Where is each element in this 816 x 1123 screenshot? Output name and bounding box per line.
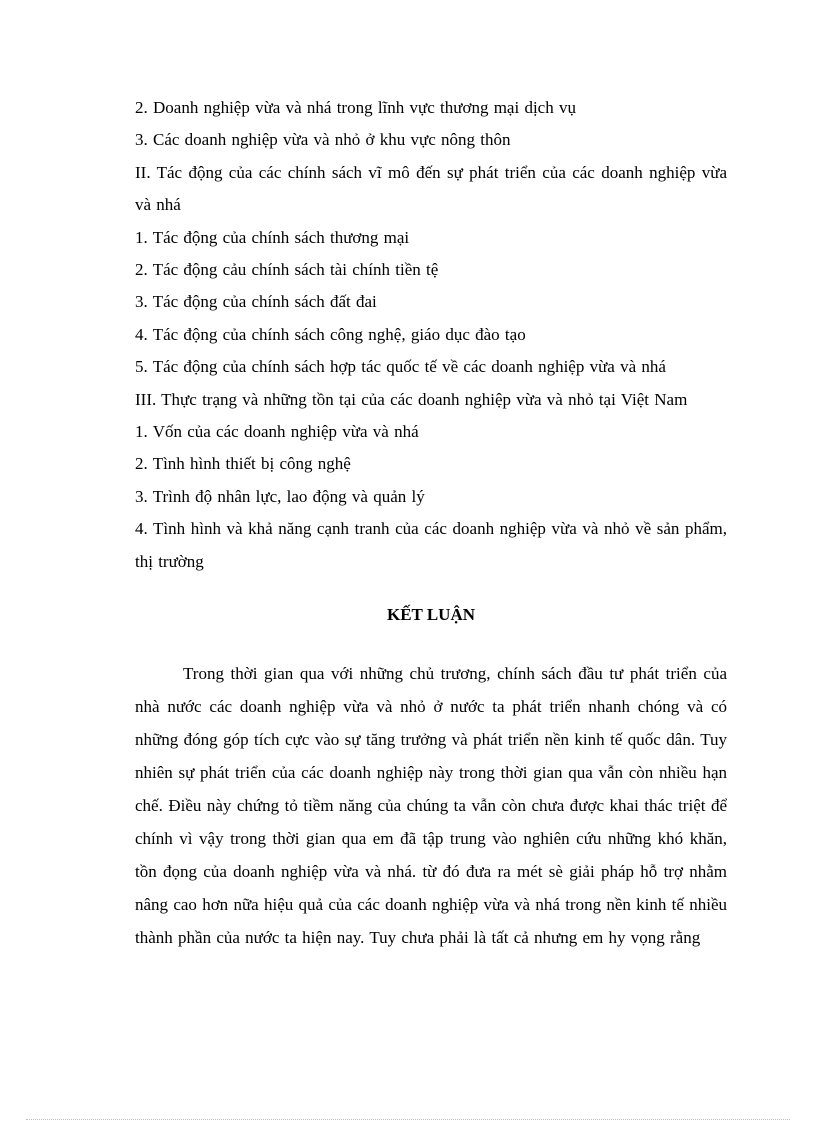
toc-item: 2. Doanh nghiệp vừa và nhá trong lĩnh vực thương mại dịch vụ	[135, 98, 576, 117]
toc-item: 3. Tác động của chính sách đất đai	[135, 292, 377, 312]
toc-item: 2. Tác động cảu chính sách tài chính tiền tệ	[135, 260, 439, 280]
toc-item: 3. Các doanh nghiệp vừa và nhỏ ở khu vực nông thôn	[135, 130, 511, 150]
toc-item: III. Thực trạng và những tồn tại của các doanh nghiệp vừa và nhỏ tại Việt Nam	[135, 389, 688, 409]
toc-item: 4. Tình hình và khả năng cạnh tranh của các doanh nghiệp vừa và nhỏ về sản phẩm, thị trường	[135, 519, 727, 571]
toc-item: 2. Tình hình thiết bị công nghệ	[135, 454, 351, 474]
toc-item: 1. Tác động của chính sách thương mại	[135, 227, 410, 247]
conclusion-paragraph: Trong thời gian qua với những chủ trương, chính sách đầu tư phát triển của nhà nước các doanh nghiệp vừa và nhỏ ở nước ta phát triển nhanh chóng và có những đóng góp tích cực vào sự tăng trưởng và phát triển nền kinh tế quốc dân. Tuy nhiên sự phát triển của các doanh nghiệp này trong thời gian qua vẫn còn nhiều hạn chế. Điều này chứng tỏ tiềm năng của chúng ta vẫn còn chưa được khai thác triệt để chính vì vậy trong thời gian qua em đã tập trung vào nghiên cứu những khó khăn, tồn đọng của doanh nghiệp vừa và nhá. từ đó đưa ra mét sè giải pháp hỗ trợ nhằm nâng cao hơn nữa hiệu quả của các doanh nghiệp vừa và nhá trong nền kinh tế nhiều thành phần của nước ta hiện nay. Tuy chưa phải là tất cả nhưng em hy vọng rằng	[135, 664, 727, 947]
table-of-contents	[135, 92, 727, 578]
toc-item: 5. Tác động của chính sách hợp tác quốc tế về các doanh nghiệp vừa và nhá	[135, 357, 666, 377]
toc-item: 1. Vốn của các doanh nghiệp vừa và nhá	[135, 422, 419, 442]
conclusion-heading: KẾT LUẬN	[386, 605, 475, 624]
page-bottom-divider	[26, 1119, 790, 1120]
toc-item: 4. Tác động của chính sách công nghệ, giáo dục đào tạo	[135, 324, 526, 344]
toc-item: II. Tác động của các chính sách vĩ mô đến sự phát triển của các doanh nghiệp vừa và nhá	[135, 162, 727, 215]
toc-item: 3. Trình độ nhân lực, lao động và quản lý	[135, 486, 425, 506]
